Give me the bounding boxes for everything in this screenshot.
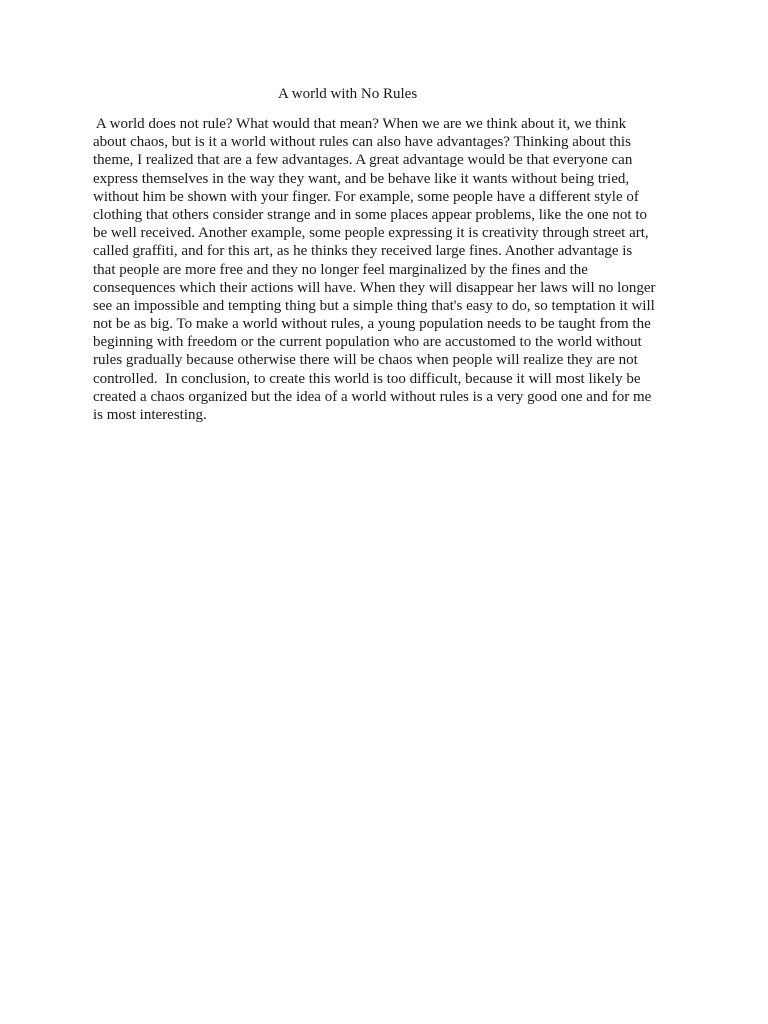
body-line: be well received. Another example, some people expressing it is creativity through street art,: [93, 225, 649, 242]
document-title: A world with No Rules: [278, 86, 418, 102]
document-body: [93, 115, 655, 424]
body-line: is most interesting.: [93, 407, 207, 423]
body-line: not be as big. To make a world without rules, a young population needs to be taught from the: [93, 316, 651, 333]
body-line: beginning with freedom or the current population who are accustomed to the world without: [93, 334, 642, 351]
body-line: clothing that others consider strange and in some places appear problems, like the one not to: [93, 206, 648, 223]
body-line: A world does not rule? What would that mean? When we are we think about it, we think: [93, 116, 627, 132]
body-line: theme, I realized that are a few advantages. A great advantage would be that everyone can: [93, 152, 633, 169]
body-line: rules gradually because otherwise there will be chaos when people will realize they are not: [93, 352, 638, 369]
body-line: that people are more free and they no longer feel marginalized by the fines and the: [93, 261, 588, 278]
body-line: controlled. In conclusion, to create this world is too difficult, because it will most likely be: [93, 370, 641, 387]
body-line: called graffiti, and for this art, as he thinks they received large fines. Another advantage is: [93, 243, 633, 260]
body-line: express themselves in the way they want, and be behave like it wants without being tried,: [93, 170, 630, 187]
body-line: without him be shown with your finger. For example, some people have a different style of: [93, 188, 639, 205]
body-line: about chaos, but is it a world without rules can also have advantages? Thinking about this: [93, 134, 631, 151]
body-line: consequences which their actions will have. When they will disappear her laws will no longer: [93, 279, 656, 296]
body-line: see an impossible and tempting thing but a simple thing that's easy to do, so temptation it will: [93, 297, 655, 314]
body-line: created a chaos organized but the idea of a world without rules is a very good one and for me: [93, 388, 652, 405]
